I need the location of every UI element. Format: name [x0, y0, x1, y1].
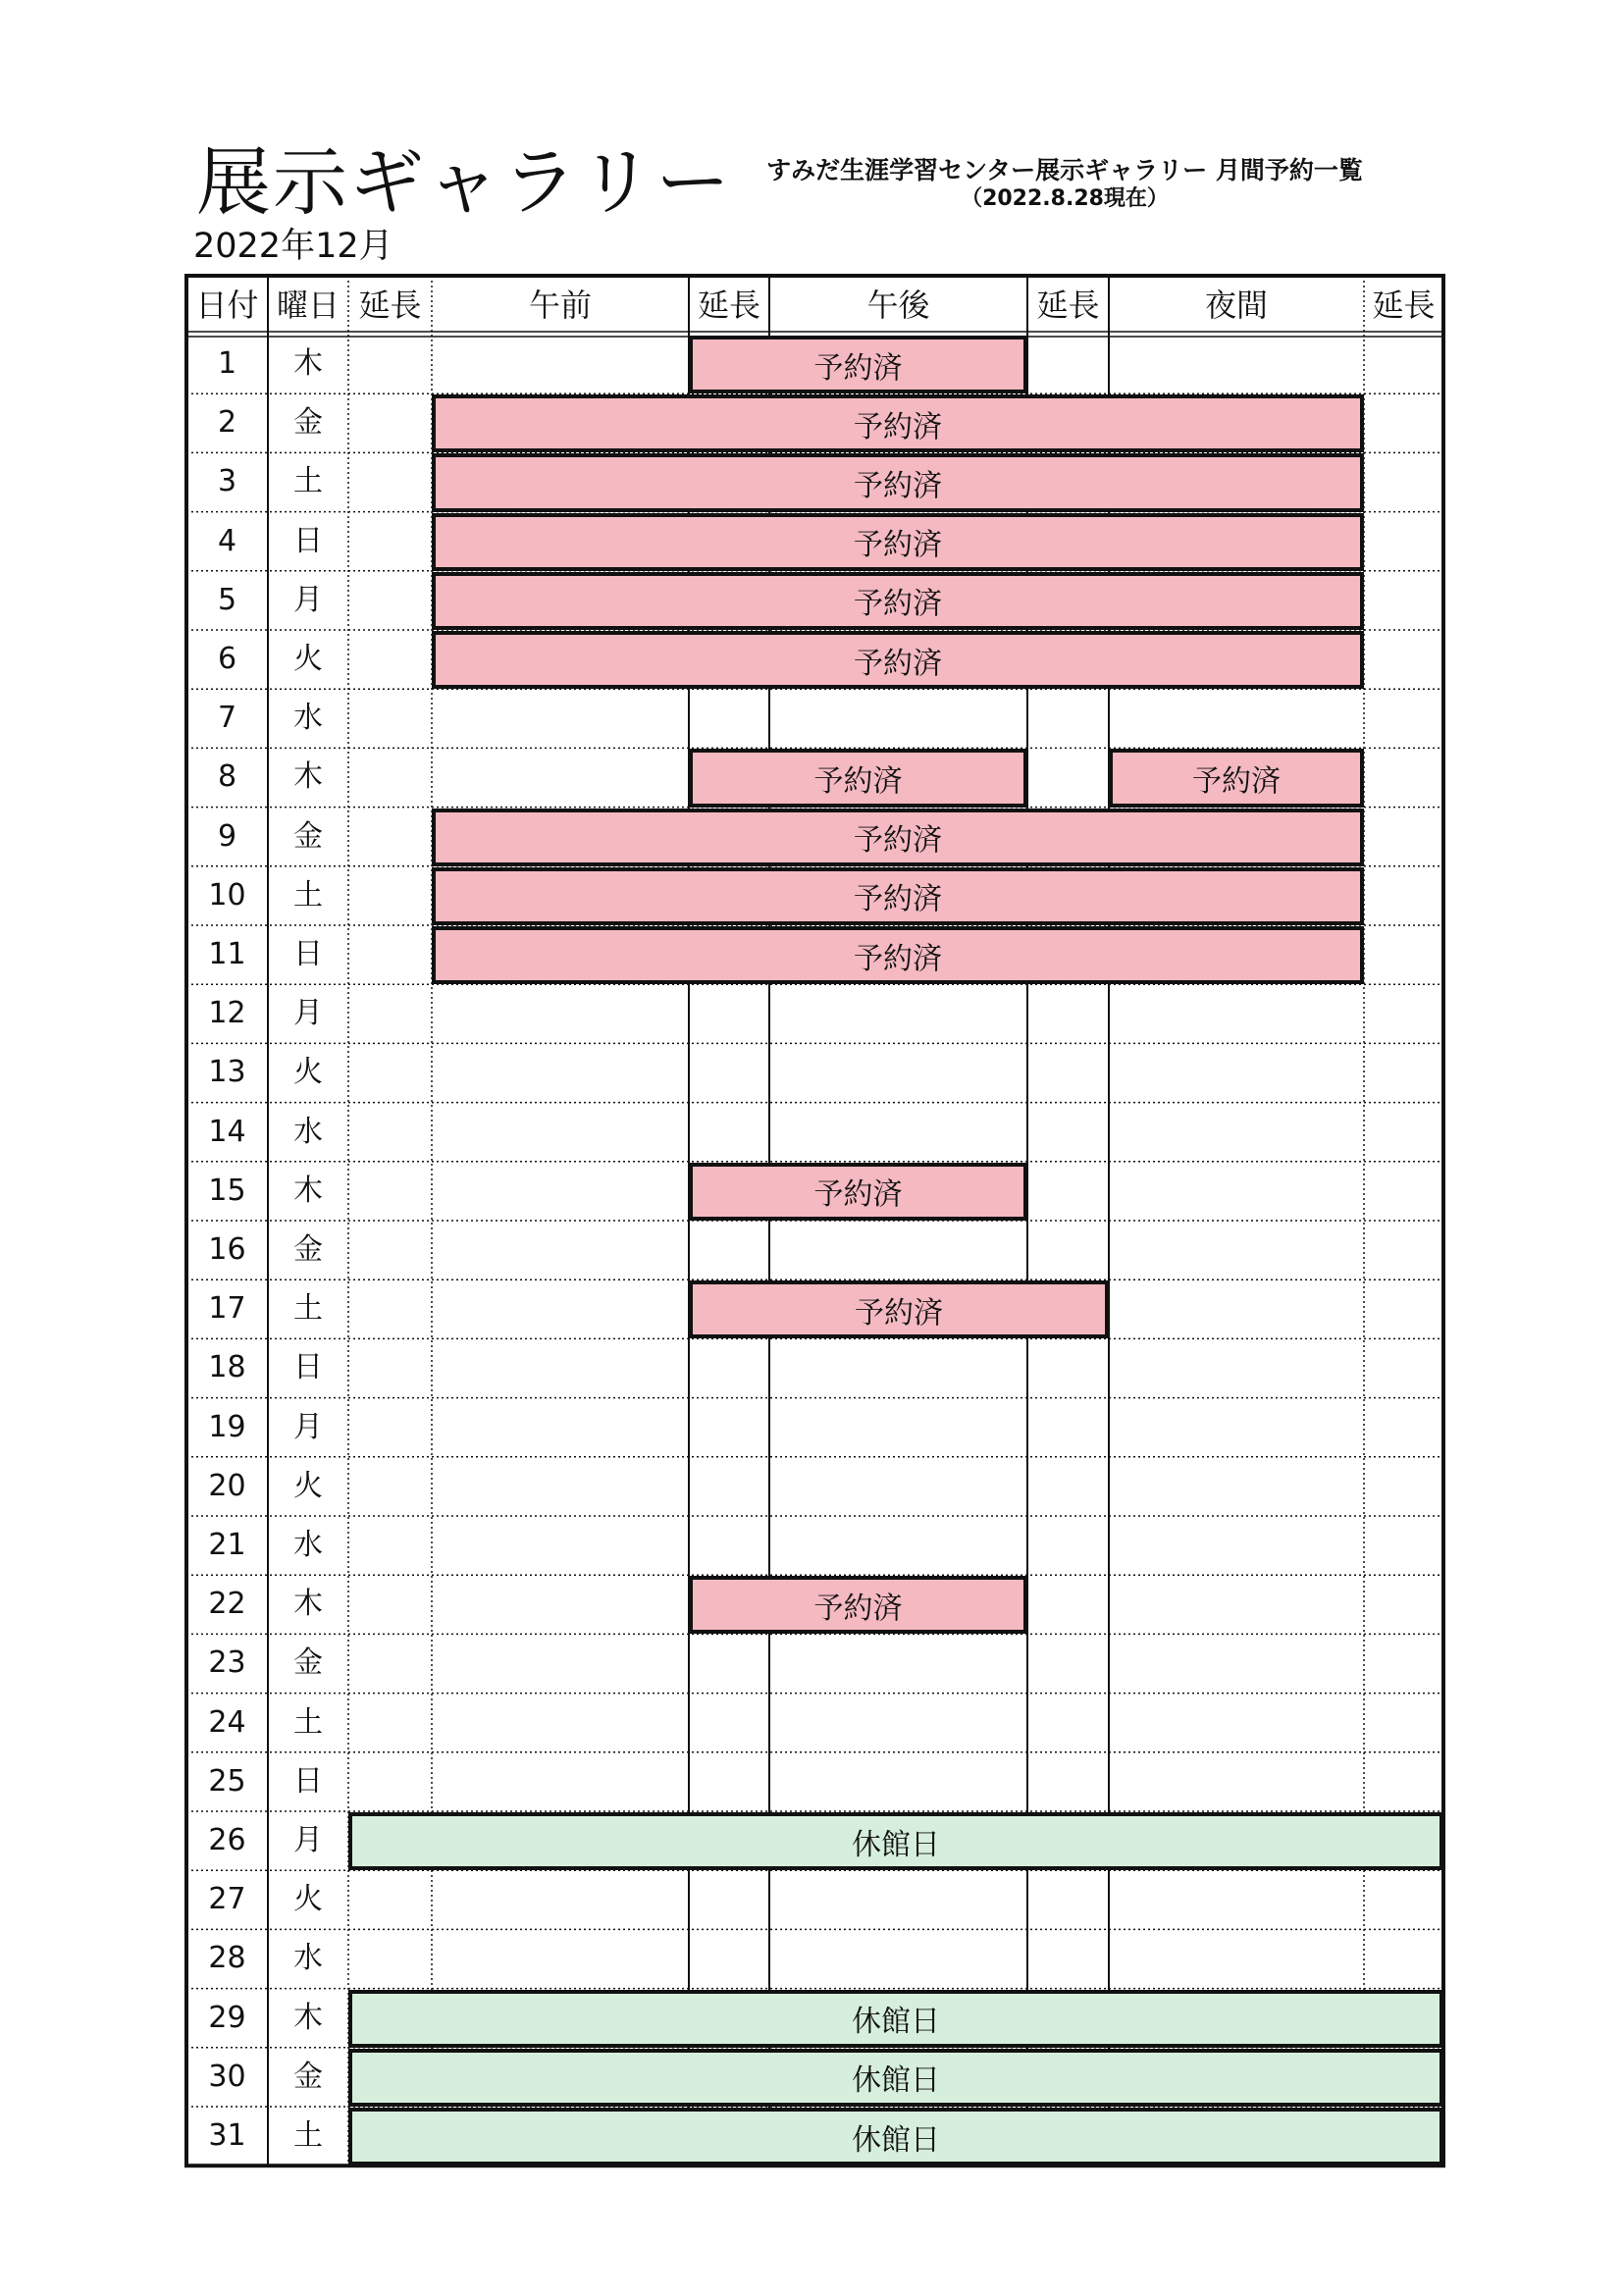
reservation-bar: 予約済: [432, 926, 1364, 984]
day-number: 25: [208, 1763, 246, 1799]
day-number: 6: [217, 642, 237, 677]
weekday: 土: [293, 1704, 323, 1740]
reservation-bar: 予約済: [689, 336, 1027, 393]
weekday: 金: [293, 1645, 323, 1681]
weekday: 土: [293, 464, 323, 499]
day-number: 27: [208, 1882, 246, 1917]
weekday: 木: [293, 759, 323, 795]
day-number: 31: [208, 2118, 246, 2154]
day-number: 1: [217, 346, 237, 382]
column-header: 夜間: [1204, 287, 1268, 324]
day-number: 13: [208, 1055, 246, 1090]
reservation-bar: 予約済: [432, 631, 1364, 689]
weekday: 金: [293, 1232, 323, 1268]
reservation-bar: 予約済: [432, 394, 1364, 452]
column-header: 午後: [866, 287, 930, 324]
weekday: 水: [293, 1528, 323, 1563]
day-number: 11: [208, 937, 246, 972]
day-number: 21: [208, 1528, 246, 1563]
day-number: 28: [208, 1941, 246, 1976]
day-number: 2: [217, 405, 237, 441]
weekday: 火: [293, 1468, 323, 1503]
column-header: 延長: [1036, 287, 1100, 324]
closed-day-bar: 休館日: [348, 2108, 1443, 2166]
subtitle-text: すみだ生涯学習センター展示ギャラリー 月間予約一覧: [766, 156, 1363, 184]
reservation-bar: 予約済: [432, 453, 1364, 511]
weekday: 月: [293, 582, 323, 617]
column-header: 午前: [528, 287, 592, 324]
weekday: 日: [293, 1350, 323, 1385]
day-number: 8: [217, 759, 237, 795]
weekday: 土: [293, 1291, 323, 1327]
weekday: 火: [293, 1882, 323, 1917]
day-number: 12: [208, 996, 246, 1031]
weekday: 日: [293, 1763, 323, 1799]
day-number: 16: [208, 1232, 246, 1268]
closed-day-bar: 休館日: [348, 1812, 1443, 1870]
weekday: 月: [293, 1823, 323, 1858]
day-number: 9: [217, 818, 237, 854]
weekday: 月: [293, 996, 323, 1031]
weekday: 水: [293, 1941, 323, 1976]
weekday: 金: [293, 818, 323, 854]
weekday: 火: [293, 642, 323, 677]
weekday: 土: [293, 877, 323, 913]
reservation-bar: 予約済: [1109, 749, 1364, 807]
column-header: 日付: [195, 287, 259, 324]
day-number: 30: [208, 2059, 246, 2094]
day-number: 10: [208, 877, 246, 913]
month-label: 2022年12月: [193, 227, 393, 266]
closed-day-bar: 休館日: [348, 1990, 1443, 2048]
day-number: 26: [208, 1823, 246, 1858]
page-title: 展示ギャラリー: [196, 138, 732, 226]
reservation-bar: 予約済: [689, 1163, 1027, 1221]
column-header: 延長: [697, 287, 760, 324]
day-number: 24: [208, 1704, 246, 1740]
weekday: 日: [293, 937, 323, 972]
weekday: 金: [293, 405, 323, 441]
weekday: 土: [293, 2118, 323, 2154]
weekday: 月: [293, 1409, 323, 1444]
as-of-date: （2022.8.28現在）: [961, 186, 1169, 212]
day-number: 14: [208, 1114, 246, 1149]
reservation-bar: 予約済: [432, 572, 1364, 630]
weekday: 水: [293, 701, 323, 736]
weekday: 木: [293, 346, 323, 382]
column-header: 延長: [358, 287, 422, 324]
weekday: 火: [293, 1055, 323, 1090]
weekday: 木: [293, 1173, 323, 1208]
reservation-bar: 予約済: [689, 749, 1027, 807]
day-number: 23: [208, 1645, 246, 1681]
reservation-bar: 予約済: [432, 513, 1364, 571]
reservation-bar: 予約済: [689, 1576, 1027, 1634]
day-number: 3: [217, 464, 237, 499]
day-number: 18: [208, 1350, 246, 1385]
day-number: 5: [217, 582, 237, 617]
weekday: 木: [293, 2000, 323, 2035]
reservation-bar: 予約済: [432, 809, 1364, 866]
day-number: 20: [208, 1468, 246, 1503]
day-number: 22: [208, 1587, 246, 1622]
closed-day-bar: 休館日: [348, 2049, 1443, 2107]
day-number: 15: [208, 1173, 246, 1208]
weekday: 木: [293, 1587, 323, 1622]
weekday: 金: [293, 2059, 323, 2094]
day-number: 19: [208, 1409, 246, 1444]
column-header: 延長: [1372, 287, 1436, 324]
day-number: 4: [217, 523, 237, 558]
reservation-bar: 予約済: [432, 867, 1364, 925]
day-number: 17: [208, 1291, 246, 1327]
column-header: 曜日: [276, 287, 340, 324]
day-number: 7: [217, 701, 237, 736]
weekday: 水: [293, 1114, 323, 1149]
weekday: 日: [293, 523, 323, 558]
day-number: 29: [208, 2000, 246, 2035]
reservation-bar: 予約済: [689, 1280, 1109, 1338]
